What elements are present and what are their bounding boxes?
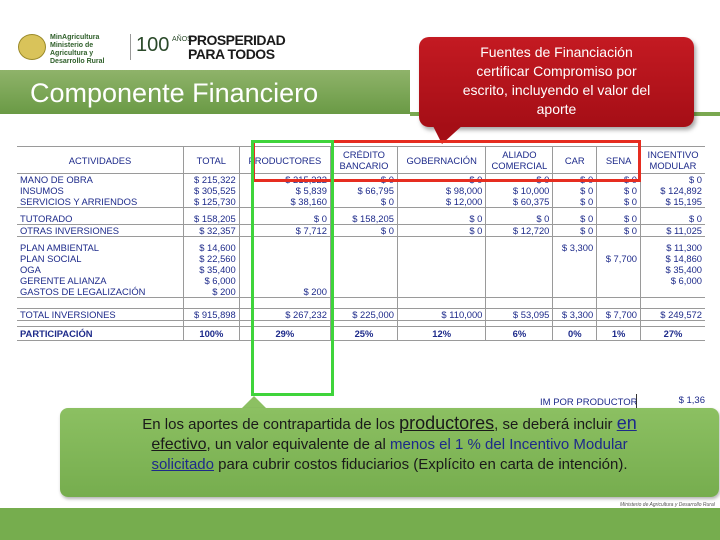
header-car: CAR: [553, 147, 597, 174]
table-row: [17, 213, 705, 225]
callout-financing-sources: [419, 37, 694, 127]
table-cell: $ 158,205: [184, 213, 240, 225]
minagricultura-logo-title: MinAgricultura: [50, 34, 100, 41]
table-cell: [330, 286, 397, 298]
table-cell: [553, 264, 597, 275]
table-cell: $ 225,000: [330, 309, 397, 321]
table-cell: [397, 264, 485, 275]
table-cell: [597, 286, 641, 298]
table-cell: $ 98,000: [397, 185, 485, 196]
table-cell: $ 12,720: [486, 225, 553, 237]
header-total: TOTAL: [184, 147, 240, 174]
table-cell: $ 0: [597, 196, 641, 208]
table-cell: $ 110,000: [397, 309, 485, 321]
table-cell: [397, 286, 485, 298]
table-cell: $ 3,300: [553, 309, 597, 321]
table-row: [17, 286, 705, 298]
table-cell: [330, 275, 397, 286]
table-cell: $ 124,892: [660, 185, 702, 196]
table-cell: $ 0: [553, 185, 597, 196]
table-cell: $ 6,000: [670, 275, 702, 286]
row-label: PARTICIPACIÓN: [17, 327, 184, 341]
table-cell: $ 915,898: [184, 309, 240, 321]
table-cell: [486, 286, 553, 298]
table-cell: 27%: [641, 327, 706, 341]
table-cell: $ 60,375: [486, 196, 553, 208]
table-cell: [553, 275, 597, 286]
table-cell: 100%: [184, 327, 240, 341]
header-gobernacion: GOBERNACIÓN: [397, 147, 485, 174]
table-cell: $ 35,400: [665, 264, 702, 275]
table-cell: 0%: [553, 327, 597, 341]
table-cell: [597, 264, 641, 275]
table-cell: $ 35,400: [184, 264, 240, 275]
table-cell: $ 0: [330, 196, 397, 208]
table-cell: $ 0: [239, 213, 330, 225]
table-cell: $ 6,000: [184, 275, 240, 286]
table-row: [17, 253, 705, 264]
table-cell: $ 0: [597, 174, 641, 186]
table-cell: $ 125,730: [184, 196, 240, 208]
logo-100: 100: [136, 34, 170, 56]
table-cell: 6%: [486, 327, 553, 341]
table-cell: $ 53,095: [486, 309, 553, 321]
footer-bar: [0, 508, 720, 540]
table-cell: $ 305,525: [184, 185, 240, 196]
table-cell: $ 0: [397, 174, 485, 186]
table-cell: $ 7,712: [239, 225, 330, 237]
minagricultura-logo-subtitle: Ministerio de Agricultura y Desarrollo Rural: [50, 42, 105, 65]
note-solicitado: solicitado: [151, 456, 214, 473]
header-productores: PRODUCTORES: [239, 147, 330, 174]
header-credito: CRÉDITO BANCARIO: [330, 147, 397, 174]
table-cell: $ 0: [641, 213, 706, 225]
table-row: [17, 242, 705, 253]
callout-line1: Fuentes de Financiación: [480, 44, 633, 60]
prosperidad-logo: [188, 33, 285, 61]
table-cell: $ 66,795: [330, 185, 397, 196]
table-row: [17, 264, 705, 275]
row-label: OGA: [17, 264, 184, 275]
row-label: PLAN AMBIENTAL: [17, 242, 184, 253]
colombia-shield-icon: [18, 34, 46, 60]
note-productores: productores: [399, 413, 495, 433]
participacion-row: [17, 327, 705, 341]
note-en: en: [616, 413, 637, 433]
table-cell: $ 249,572: [641, 309, 706, 321]
table-row: [17, 275, 705, 286]
note-text: [62, 413, 717, 475]
table-cell: [397, 242, 485, 253]
row-label: INSUMOS: [17, 185, 184, 196]
table-cell: [330, 264, 397, 275]
table-cell: $ 11,300: [666, 242, 702, 253]
table-cell: $ 14,600: [184, 242, 240, 253]
table-cell: [397, 275, 485, 286]
header-actividades: ACTIVIDADES: [17, 147, 184, 174]
table-cell: 12%: [397, 327, 485, 341]
highlight-productores-column: [251, 140, 334, 396]
table-cell: $ 200: [239, 286, 330, 298]
table-cell: $ 215,322: [184, 174, 240, 186]
table-cell: $ 0: [553, 174, 597, 186]
table-cell: $ 0: [486, 213, 553, 225]
table-cell: $ 38,160: [239, 196, 330, 208]
table-cell: [486, 253, 553, 264]
table-cell: $ 0: [486, 174, 553, 186]
table-cell: 1%: [597, 327, 641, 341]
table-row: [17, 196, 705, 208]
table-cell: $ 0: [553, 225, 597, 237]
footer-ministry-text: Ministerio de Agricultura y Desarrollo Rural: [620, 502, 715, 508]
imp-por-productor-label: IM POR PRODUCTOR: [540, 397, 638, 408]
header-incentivo: INCENTIVO MODULAR: [641, 147, 706, 174]
prosperidad-line2: PARA TODOS: [188, 46, 275, 62]
logo-divider: [130, 34, 131, 60]
table-cell: [641, 286, 706, 298]
table-row: [17, 185, 705, 196]
callout-line3: escrito, incluyendo el valor del: [462, 82, 651, 98]
table-cell: $ 11,025: [641, 225, 706, 237]
callout-line2: certificar Compromiso por: [476, 63, 637, 79]
table-cell: $ 14,860: [665, 253, 702, 264]
table-cell: $ 7,700: [597, 309, 641, 321]
table-cell: [553, 286, 597, 298]
table-cell: $ 0: [597, 185, 641, 196]
logo-anos: AÑOS: [172, 36, 192, 43]
note-part3: , un valor equivalente de al: [206, 436, 390, 453]
row-label: GASTOS DE LEGALIZACIÓN: [17, 286, 184, 298]
imp-por-productor-value: $ 1,36: [636, 394, 705, 408]
note-menos: menos el 1 % del Incentivo Modular: [389, 436, 628, 453]
table-cell: [597, 242, 641, 253]
row-label: PLAN SOCIAL: [17, 253, 184, 264]
page-title: Componente Financiero: [30, 78, 319, 108]
callout-line4: aporte: [536, 101, 577, 117]
prosperidad-line1: PROSPERIDAD: [188, 32, 286, 48]
table-cell: $ 15,195: [641, 196, 706, 208]
minagricultura-logo: [50, 34, 125, 66]
table-cell: $ 0: [397, 225, 485, 237]
table-cell: $ 22,560: [184, 253, 240, 264]
total-row: [17, 309, 705, 321]
table-cell: $ 0: [688, 174, 702, 185]
note-part1: En los aportes de contrapartida de los: [142, 416, 400, 433]
table-cell: 25%: [330, 327, 397, 341]
table-cell: $ 215,322: [239, 174, 330, 186]
table-cell: $ 267,232: [239, 309, 330, 321]
table-cell: [486, 242, 553, 253]
table-cell: $ 5,839: [239, 185, 330, 196]
row-label: MANO DE OBRA: [17, 174, 184, 186]
title-bar: [0, 70, 410, 114]
row-label: SERVICIOS Y ARRIENDOS: [17, 196, 184, 208]
table-cell: [330, 253, 397, 264]
table-cell: $ 0: [553, 213, 597, 225]
table-cell: [486, 275, 553, 286]
note-part4: para cubrir costos fiduciarios (Explícito en carta de intención).: [214, 456, 628, 473]
table-cell: $ 0: [597, 225, 641, 237]
table-cell: [486, 264, 553, 275]
note-part2: , se deberá incluir: [494, 416, 617, 433]
table-row: [17, 225, 705, 237]
table-cell: [330, 242, 397, 253]
table-cell: $ 0: [330, 225, 397, 237]
table-cell: $ 200: [184, 286, 240, 298]
row-label: TUTORADO: [17, 213, 184, 225]
table-cell: $ 12,000: [397, 196, 485, 208]
header-aliado: ALIADO COMERCIAL: [486, 147, 553, 174]
table-cell: $ 0: [553, 196, 597, 208]
header-sena: SENA: [597, 147, 641, 174]
table-cell: [553, 253, 597, 264]
table-cell: $ 158,205: [330, 213, 397, 225]
table-cell: $ 32,357: [184, 225, 240, 237]
table-cell: [597, 275, 641, 286]
table-cell: $ 3,300: [553, 242, 597, 253]
table-cell: $ 0: [597, 213, 641, 225]
table-cell: 29%: [239, 327, 330, 341]
table-cell: $ 7,700: [597, 253, 641, 264]
note-efectivo: efectivo: [151, 436, 207, 453]
row-label: OTRAS INVERSIONES: [17, 225, 184, 237]
table-cell: $ 0: [330, 174, 397, 186]
row-label: GERENTE ALIANZA: [17, 275, 184, 286]
table-cell: $ 0: [397, 213, 485, 225]
table-cell: $ 10,000: [486, 185, 553, 196]
row-label: TOTAL INVERSIONES: [17, 309, 184, 321]
table-cell: [397, 253, 485, 264]
